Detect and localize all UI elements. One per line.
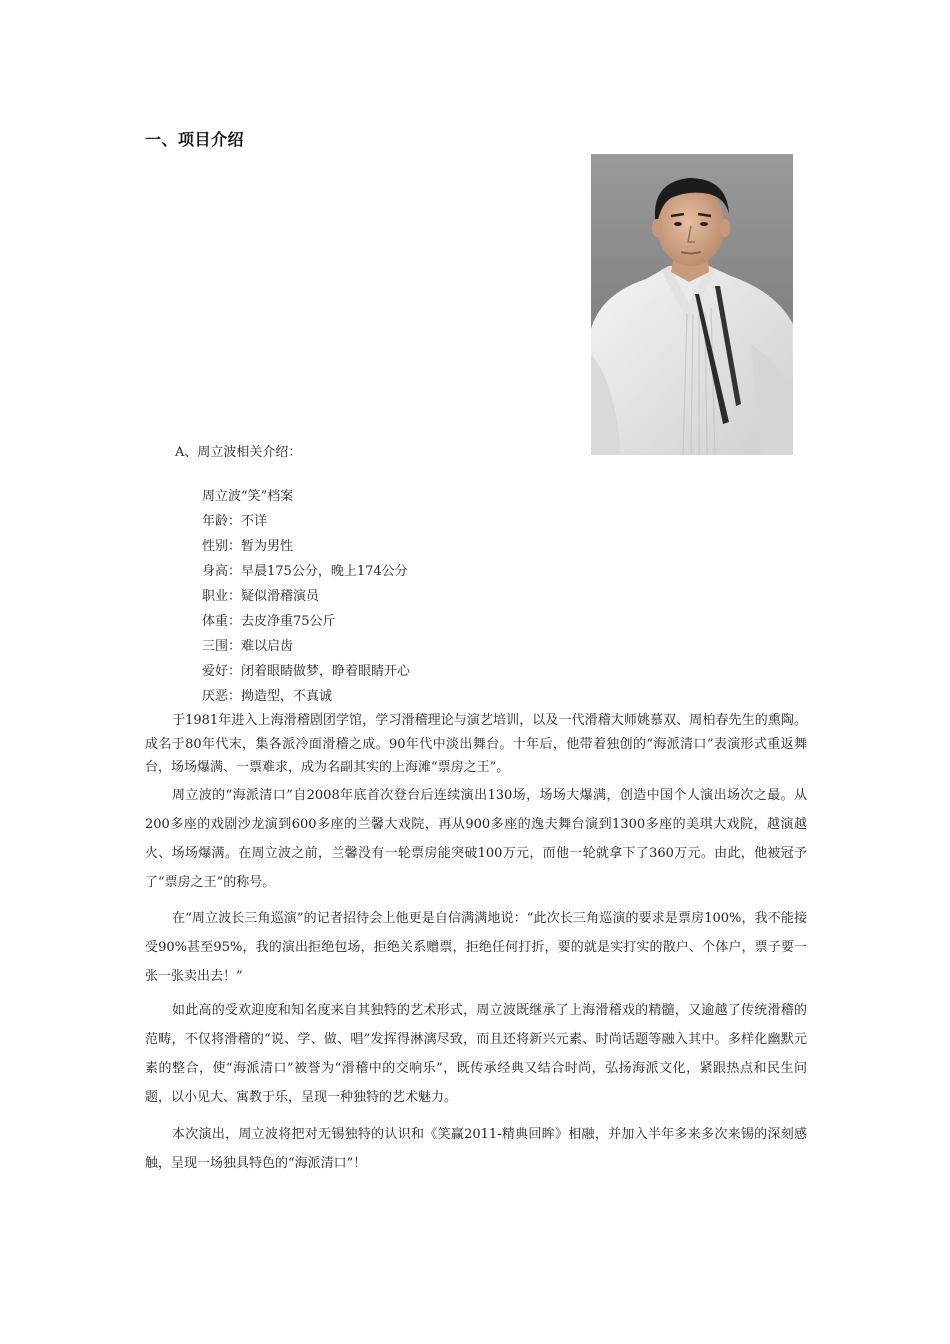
- paragraph-box-office: 周立波的“海派清口”自2008年底首次登台后连续演出130场，场场大爆满，创造中国个人演出场次之最。从200多座的戏剧沙龙演到600多座的兰馨大戏院，再从900多座的逸夫舞台演到1300多座的美琪大戏院，越演越火、场场爆满。在周立波之前，兰馨没有一轮票房能突破100万元，而他一轮就拿下了360万元。由此，他被冠予了“票房之王”的称号。: [145, 788, 807, 890]
- profile-list: [202, 484, 410, 709]
- profile-item-gender: 性别：暂为男性: [202, 539, 294, 554]
- paragraph-art-form: 如此高的受欢迎度和知名度来自其独特的艺术形式，周立波既继承了上海滑稽戏的精髓，又逾越了传统滑稽的范畴，不仅将滑稽的“说、学、做、唱”发挥得淋漓尽致，而且还将新兴元素、时尚话题等融入其中。多样化幽默元素的整合，使“海派清口”被誉为“滑稽中的交响乐”，既传承经典又结合时尚，弘扬海派文化，紧跟热点和民生问题，以小见大、寓教于乐，呈现一种独特的艺术魅力。: [145, 1003, 807, 1105]
- profile-heading: 周立波“笑”档案: [202, 489, 294, 504]
- portrait-photo-icon: [591, 154, 793, 455]
- intro-subheading: A、周立波相关介绍：: [175, 445, 302, 460]
- profile-item-weight: 体重：去皮净重75公斤: [202, 614, 336, 629]
- profile-item-occupation: 职业：疑似滑稽演员: [202, 589, 320, 604]
- profile-item-age: 年龄：不详: [202, 514, 268, 529]
- profile-item-hobbies: 爱好：闭着眼睛做梦，睁着眼睛开心: [202, 664, 411, 679]
- paragraph-press-conference: 在“周立波长三角巡演”的记者招待会上他更是自信满满地说：“此次长三角巡演的要求是票房100%，我不能接受90%甚至95%，我的演出拒绝包场，拒绝关系赠票，拒绝任何打折，要的就是实打实的散户、个体户，票子要一张一张卖出去！”: [145, 911, 807, 984]
- profile-item-dislikes: 厌恶：拗造型，不真诚: [202, 689, 333, 704]
- portrait-photo: [591, 154, 793, 455]
- paragraph-career: 于1981年进入上海滑稽剧团学馆，学习滑稽理论与演艺培训，以及一代滑稽大师姚慕双、周柏春先生的熏陶。成名于80年代末，集各派冷面滑稽之成。90年代中淡出舞台。十年后，他带着独创的“海派清口”表演形式重返舞台，场场爆满、一票难求，成为名副其实的上海滩“票房之王”。: [145, 713, 807, 775]
- profile-item-measurements: 三围：难以启齿: [202, 639, 294, 654]
- profile-item-height: 身高：早晨175公分，晚上174公分: [202, 564, 408, 579]
- section-title: 一、项目介绍: [145, 130, 245, 149]
- paragraph-this-show: 本次演出，周立波将把对无锡独特的认识和《笑赢2011-精典回眸》相融，并加入半年多来多次来锡的深刻感触，呈现一场独具特色的“海派清口”！: [145, 1127, 807, 1171]
